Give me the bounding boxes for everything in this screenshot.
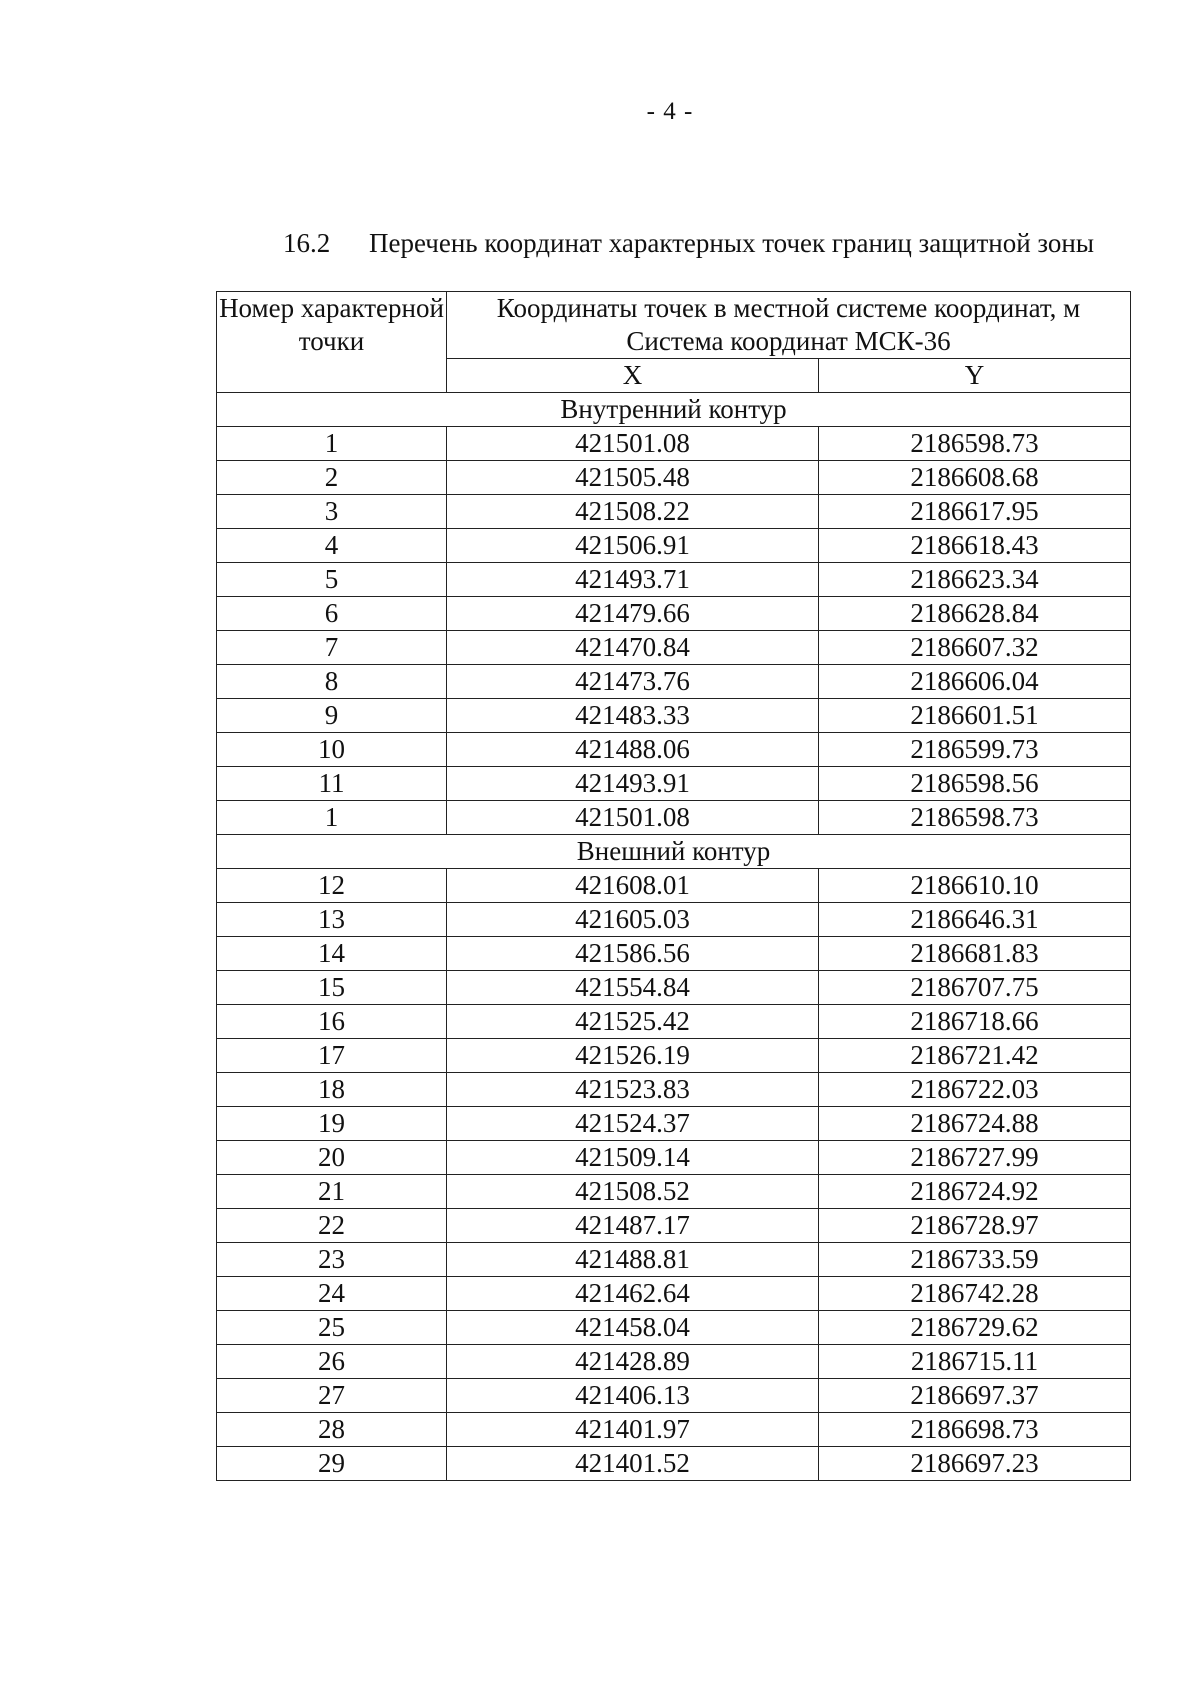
cell-y: 2186729.62 — [819, 1311, 1131, 1345]
cell-point-number: 15 — [217, 971, 447, 1005]
cell-y: 2186728.97 — [819, 1209, 1131, 1243]
table-row — [217, 461, 1131, 495]
cell-x: 421462.64 — [447, 1277, 819, 1311]
table-row — [217, 1413, 1131, 1447]
table-row — [217, 1345, 1131, 1379]
cell-y: 2186742.28 — [819, 1277, 1131, 1311]
section-title: Перечень координат характерных точек границ защитной зоны — [369, 228, 1094, 258]
cell-point-number: 2 — [217, 461, 447, 495]
cell-x: 421488.81 — [447, 1243, 819, 1277]
cell-y: 2186617.95 — [819, 495, 1131, 529]
cell-point-number: 27 — [217, 1379, 447, 1413]
header-coordinates-line2: Система координат МСК-36 — [626, 326, 951, 356]
cell-y: 2186733.59 — [819, 1243, 1131, 1277]
cell-x: 421458.04 — [447, 1311, 819, 1345]
cell-x: 421493.71 — [447, 563, 819, 597]
cell-x: 421501.08 — [447, 801, 819, 835]
cell-y: 2186623.34 — [819, 563, 1131, 597]
cell-x: 421428.89 — [447, 1345, 819, 1379]
table-row — [217, 563, 1131, 597]
header-y: Y — [819, 359, 1131, 393]
table-row — [217, 631, 1131, 665]
table-row — [217, 1311, 1131, 1345]
table-row — [217, 1141, 1131, 1175]
cell-point-number: 26 — [217, 1345, 447, 1379]
table-row — [217, 1447, 1131, 1481]
cell-y: 2186698.73 — [819, 1413, 1131, 1447]
cell-x: 421473.76 — [447, 665, 819, 699]
cell-y: 2186715.11 — [819, 1345, 1131, 1379]
cell-point-number: 4 — [217, 529, 447, 563]
cell-y: 2186608.68 — [819, 461, 1131, 495]
table-row — [217, 665, 1131, 699]
table-row — [217, 1005, 1131, 1039]
cell-y: 2186610.10 — [819, 869, 1131, 903]
table-row — [217, 1175, 1131, 1209]
cell-x: 421508.52 — [447, 1175, 819, 1209]
cell-point-number: 5 — [217, 563, 447, 597]
cell-point-number: 19 — [217, 1107, 447, 1141]
cell-point-number: 1 — [217, 801, 447, 835]
cell-point-number: 1 — [217, 427, 447, 461]
cell-x: 421525.42 — [447, 1005, 819, 1039]
cell-y: 2186722.03 — [819, 1073, 1131, 1107]
cell-x: 421509.14 — [447, 1141, 819, 1175]
table-row — [217, 903, 1131, 937]
table-row — [217, 801, 1131, 835]
cell-point-number: 23 — [217, 1243, 447, 1277]
cell-point-number: 12 — [217, 869, 447, 903]
cell-y: 2186681.83 — [819, 937, 1131, 971]
cell-point-number: 7 — [217, 631, 447, 665]
cell-point-number: 18 — [217, 1073, 447, 1107]
inner-contour-title: Внутренний контур — [217, 393, 1131, 427]
cell-y: 2186606.04 — [819, 665, 1131, 699]
cell-y: 2186707.75 — [819, 971, 1131, 1005]
cell-x: 421493.91 — [447, 767, 819, 801]
cell-x: 421406.13 — [447, 1379, 819, 1413]
cell-y: 2186601.51 — [819, 699, 1131, 733]
cell-x: 421488.06 — [447, 733, 819, 767]
cell-x: 421501.08 — [447, 427, 819, 461]
table-row — [217, 495, 1131, 529]
section-number: 16.2 — [283, 228, 331, 258]
outer-contour-title-row — [217, 835, 1131, 869]
cell-y: 2186697.23 — [819, 1447, 1131, 1481]
table-row — [217, 767, 1131, 801]
cell-x: 421506.91 — [447, 529, 819, 563]
cell-y: 2186724.88 — [819, 1107, 1131, 1141]
table-row — [217, 937, 1131, 971]
cell-y: 2186724.92 — [819, 1175, 1131, 1209]
table-row — [217, 699, 1131, 733]
cell-x: 421526.19 — [447, 1039, 819, 1073]
table-row — [217, 1243, 1131, 1277]
cell-x: 421554.84 — [447, 971, 819, 1005]
cell-point-number: 28 — [217, 1413, 447, 1447]
header-point-number — [217, 292, 447, 393]
cell-point-number: 24 — [217, 1277, 447, 1311]
cell-y: 2186697.37 — [819, 1379, 1131, 1413]
cell-y: 2186718.66 — [819, 1005, 1131, 1039]
cell-y: 2186721.42 — [819, 1039, 1131, 1073]
section-heading — [283, 228, 1094, 259]
inner-contour-title-row — [217, 393, 1131, 427]
table-row — [217, 597, 1131, 631]
cell-x: 421523.83 — [447, 1073, 819, 1107]
cell-y: 2186618.43 — [819, 529, 1131, 563]
cell-point-number: 21 — [217, 1175, 447, 1209]
table-row — [217, 971, 1131, 1005]
cell-x: 421487.17 — [447, 1209, 819, 1243]
cell-x: 421505.48 — [447, 461, 819, 495]
header-x: X — [447, 359, 819, 393]
cell-x: 421470.84 — [447, 631, 819, 665]
cell-point-number: 17 — [217, 1039, 447, 1073]
cell-x: 421401.97 — [447, 1413, 819, 1447]
table-row — [217, 869, 1131, 903]
cell-x: 421608.01 — [447, 869, 819, 903]
page-number: - 4 - — [646, 98, 694, 125]
cell-x: 421586.56 — [447, 937, 819, 971]
table-body — [217, 393, 1131, 1481]
header-coordinates — [447, 292, 1131, 359]
cell-point-number: 6 — [217, 597, 447, 631]
table-row — [217, 1209, 1131, 1243]
header-coordinates-line1: Координаты точек в местной системе координат, м — [496, 293, 1081, 323]
cell-point-number: 22 — [217, 1209, 447, 1243]
header-point-number-label: Номер характерной точки — [219, 293, 444, 356]
table-row — [217, 1073, 1131, 1107]
cell-x: 421401.52 — [447, 1447, 819, 1481]
cell-y: 2186598.73 — [819, 427, 1131, 461]
cell-x: 421483.33 — [447, 699, 819, 733]
table-row — [217, 529, 1131, 563]
table-row — [217, 427, 1131, 461]
cell-point-number: 16 — [217, 1005, 447, 1039]
cell-y: 2186607.32 — [819, 631, 1131, 665]
cell-point-number: 9 — [217, 699, 447, 733]
cell-y: 2186598.73 — [819, 801, 1131, 835]
cell-y: 2186598.56 — [819, 767, 1131, 801]
cell-y: 2186727.99 — [819, 1141, 1131, 1175]
cell-x: 421479.66 — [447, 597, 819, 631]
cell-point-number: 20 — [217, 1141, 447, 1175]
table-row — [217, 1379, 1131, 1413]
cell-point-number: 3 — [217, 495, 447, 529]
table-row — [217, 1039, 1131, 1073]
cell-y: 2186646.31 — [819, 903, 1131, 937]
table-row — [217, 1107, 1131, 1141]
cell-x: 421605.03 — [447, 903, 819, 937]
cell-point-number: 14 — [217, 937, 447, 971]
cell-y: 2186628.84 — [819, 597, 1131, 631]
table-row — [217, 1277, 1131, 1311]
coordinates-table — [216, 291, 1131, 1481]
cell-point-number: 25 — [217, 1311, 447, 1345]
cell-point-number: 13 — [217, 903, 447, 937]
table-header-row — [217, 292, 1131, 359]
table-row — [217, 733, 1131, 767]
cell-x: 421508.22 — [447, 495, 819, 529]
outer-contour-title: Внешний контур — [217, 835, 1131, 869]
cell-point-number: 8 — [217, 665, 447, 699]
cell-x: 421524.37 — [447, 1107, 819, 1141]
cell-point-number: 10 — [217, 733, 447, 767]
cell-point-number: 11 — [217, 767, 447, 801]
cell-point-number: 29 — [217, 1447, 447, 1481]
cell-y: 2186599.73 — [819, 733, 1131, 767]
